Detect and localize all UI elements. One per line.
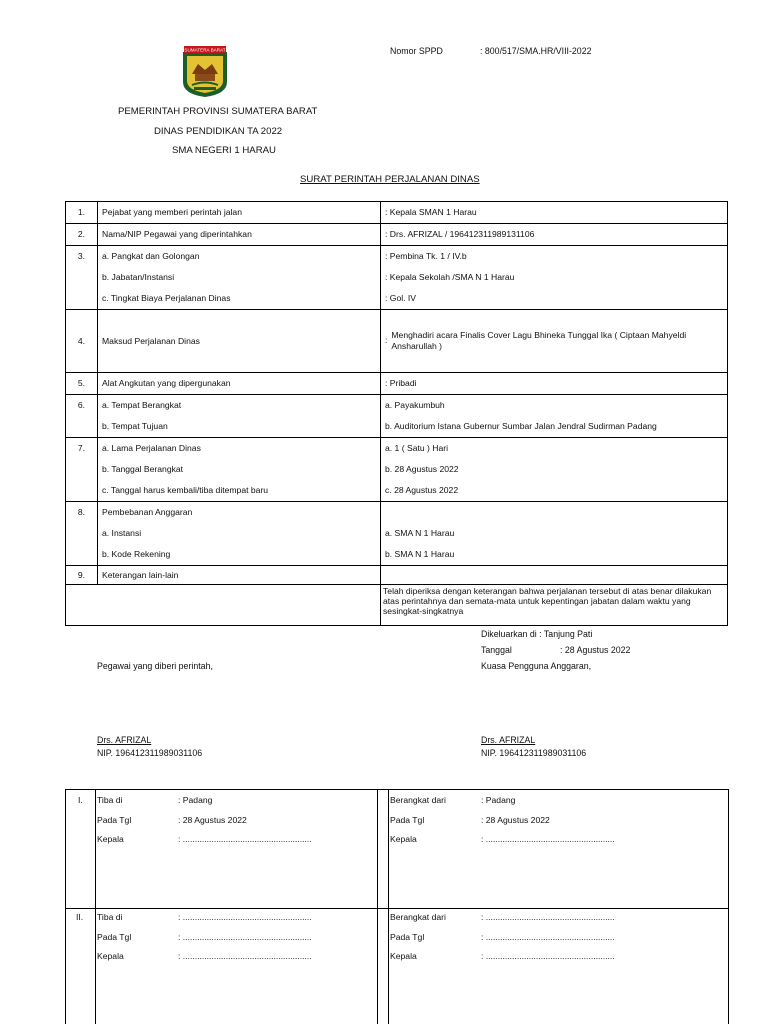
row-number: 4.: [77, 335, 86, 346]
row-number: 1.: [77, 207, 86, 217]
table-row: [66, 310, 728, 373]
travel-section-1: [65, 789, 729, 909]
table-row: [66, 502, 728, 566]
table-row: [66, 395, 728, 438]
kepala2-value: : ......................................................: [481, 834, 615, 844]
row-label: Pejabat yang memberi perintah jalan: [102, 207, 242, 217]
row-number: 8.: [77, 507, 86, 517]
tgl2-value: : ......................................................: [481, 932, 615, 942]
verification-note: Telah diperiksa dengan keterangan bahwa perjalanan tersebut di atas benar dilakukan atas perintahnya dan semata-mata untuk kepentingan jabatan dalam waktu yang sesingkat-singkatnya: [383, 586, 712, 616]
travel-section-2: [65, 906, 729, 1024]
row-value: [381, 566, 727, 584]
tgl-value: : ......................................................: [178, 932, 312, 942]
tgl-value: : 28 Agustus 2022: [178, 815, 247, 825]
tgl2-label: Pada Tgl: [390, 815, 425, 825]
row-value: : Kepala Sekolah /SMA N 1 Harau: [385, 272, 515, 282]
row-label: Pembebanan Anggaran: [102, 507, 193, 517]
row-value: : Drs. AFRIZAL / 196412311989131106: [385, 229, 535, 239]
row-value: : Gol. IV: [385, 293, 417, 303]
kepala2-value: : ......................................................: [481, 951, 615, 961]
tiba-label: Tiba di: [97, 795, 123, 805]
left-role: Pegawai yang diberi perintah,: [97, 661, 213, 671]
section-number: I.: [78, 795, 83, 805]
right-role: Kuasa Pengguna Anggaran,: [481, 661, 592, 671]
tiba-value: : Padang: [178, 795, 213, 805]
table-row: [66, 566, 728, 585]
row-label: c. Tingkat Biaya Perjalanan Dinas: [102, 293, 231, 303]
table-row: [66, 373, 728, 395]
nomor-sppd-value: : 800/517/SMA.HR/VIII-2022: [480, 46, 592, 56]
row-number: 3.: [77, 251, 86, 261]
row-value: b. SMA N 1 Harau: [385, 549, 455, 559]
row-value: Menghadiri acara Finalis Cover Lagu Bhineka Tunggal Ika ( Ciptaan Mahyeldi Ansharullah ): [391, 330, 687, 351]
date-value: : 28 Agustus 2022: [560, 645, 631, 655]
row-label: b. Tanggal Berangkat: [102, 464, 184, 474]
row-number: 2.: [77, 229, 86, 239]
nomor-sppd-label: Nomor SPPD: [390, 46, 443, 56]
row-value: a. SMA N 1 Harau: [385, 528, 455, 538]
row-value: a. 1 ( Satu ) Hari: [385, 443, 449, 453]
table-row: [66, 438, 728, 502]
row-label: Maksud Perjalanan Dinas: [102, 335, 200, 346]
row-number: 5.: [77, 378, 86, 388]
left-signer-name: Drs. AFRIZAL: [97, 735, 152, 745]
row-label: b. Jabatan/Instansi: [102, 272, 175, 282]
province-logo: [180, 44, 230, 98]
berangkat-label: Berangkat dari: [390, 912, 446, 922]
row-value: : Pribadi: [385, 378, 417, 388]
date-label: Tanggal: [481, 645, 512, 655]
row-colon: :: [385, 335, 388, 345]
header-line-3: SMA NEGERI 1 HARAU: [172, 145, 276, 156]
row-label: b. Tempat Tujuan: [102, 421, 168, 431]
row-number: 9.: [77, 570, 86, 580]
sppd-table: [65, 201, 728, 626]
kepala-value: : ......................................................: [178, 951, 312, 961]
table-row: [66, 585, 728, 626]
tiba-label: Tiba di: [97, 912, 123, 922]
row-value: : Kepala SMAN 1 Harau: [385, 207, 477, 217]
row-label: a. Tempat Berangkat: [102, 400, 182, 410]
kepala2-label: Kepala: [390, 834, 417, 844]
row-label: a. Pangkat dan Golongan: [102, 251, 200, 261]
right-signer-nip: NIP. 196412311989031106: [481, 748, 587, 758]
row-value: b. Auditorium Istana Gubernur Sumbar Jalan Jendral Sudirman Padang: [385, 421, 657, 431]
kepala-value: : ......................................................: [178, 834, 312, 844]
kepala-label: Kepala: [97, 834, 124, 844]
table-row: [66, 246, 728, 310]
document-title: SURAT PERINTAH PERJALANAN DINAS: [300, 174, 480, 185]
berangkat-label: Berangkat dari: [390, 795, 446, 805]
berangkat-value: : ......................................................: [481, 912, 615, 922]
issued-at: Dikeluarkan di : Tanjung Pati: [481, 629, 593, 639]
row-label: c. Tanggal harus kembali/tiba ditempat baru: [102, 485, 269, 495]
row-label: Keterangan lain-lain: [102, 570, 179, 580]
tgl2-value: : 28 Agustus 2022: [481, 815, 550, 825]
row-label: a. Instansi: [102, 528, 142, 538]
row-label: b. Kode Rekening: [102, 549, 171, 559]
header-line-2: DINAS PENDIDIKAN TA 2022: [154, 126, 283, 137]
row-label: Alat Angkutan yang dipergunakan: [102, 378, 231, 388]
row-number: 6.: [77, 400, 86, 410]
tgl-label: Pada Tgl: [97, 815, 132, 825]
row-label: Nama/NIP Pegawai yang diperintahkan: [102, 229, 252, 239]
kepala2-label: Kepala: [390, 951, 417, 961]
berangkat-value: : Padang: [481, 795, 516, 805]
row-value: c. 28 Agustus 2022: [385, 485, 459, 495]
header-line-1: PEMERINTAH PROVINSI SUMATERA BARAT: [118, 106, 318, 117]
table-row: [66, 202, 728, 224]
row-value: : Pembina Tk. 1 / IV.b: [385, 251, 467, 261]
tiba-value: : ......................................................: [178, 912, 312, 922]
row-value: a. Payakumbuh: [385, 400, 445, 410]
row-label: a. Lama Perjalanan Dinas: [102, 443, 201, 453]
section-number: II.: [76, 912, 84, 922]
tgl2-label: Pada Tgl: [390, 932, 425, 942]
left-signer-nip: NIP. 196412311989031106: [97, 748, 203, 758]
row-value: b. 28 Agustus 2022: [385, 464, 459, 474]
logo-banner-text: SUMATERA BARAT: [184, 47, 226, 53]
kepala-label: Kepala: [97, 951, 124, 961]
tgl-label: Pada Tgl: [97, 932, 132, 942]
table-row: [66, 224, 728, 246]
row-number: 7.: [77, 443, 86, 453]
right-signer-name: Drs. AFRIZAL: [481, 735, 536, 745]
